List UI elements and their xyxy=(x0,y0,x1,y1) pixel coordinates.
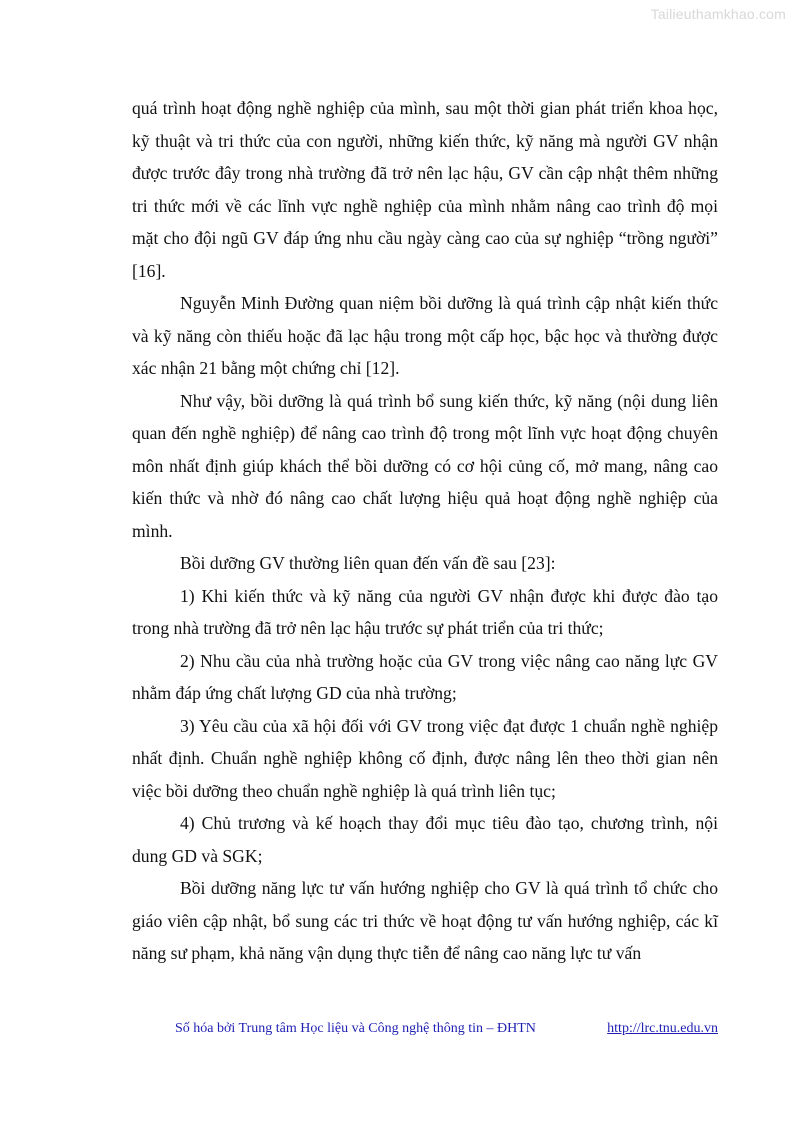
document-body xyxy=(132,92,718,970)
footer-link[interactable]: http://lrc.tnu.edu.vn xyxy=(607,1021,718,1036)
paragraph-definition: Nguyễn Minh Đường quan niệm bồi dưỡng là quá trình cập nhật kiến thức và kỹ năng còn thiếu hoặc đã lạc hậu trong một cấp học, bậc học và thường được xác nhận 21 bằng một chứng chỉ [12]. xyxy=(132,293,718,378)
list-item-1: 1) Khi kiến thức và kỹ năng của người GV nhận được khi được đào tạo trong nhà trường đã trở nên lạc hậu trước sự phát triển của tri thức; xyxy=(132,585,718,638)
list-item-2: 2) Nhu cầu của nhà trường hoặc của GV trong việc nâng cao năng lực GV nhằm đáp ứng chất lượng GD của nhà trường; xyxy=(132,650,718,703)
paragraph-summary: Như vậy, bồi dưỡng là quá trình bổ sung kiến thức, kỹ năng (nội dung liên quan đến nghề nghiệp) để nâng cao trình độ trong một lĩnh vực hoạt động chuyên môn nhất định giúp khách thể bồi dưỡng có cơ hội củng cố, mở mang, nâng cao kiến thức và nhờ đó nâng cao chất lượng hiệu quả hoạt động nghề nghiệp của mình. xyxy=(132,390,718,541)
footer-text: Số hóa bởi Trung tâm Học liệu và Công nghệ thông tin – ĐHTN xyxy=(175,1021,536,1036)
list-item-3: 3) Yêu cầu của xã hội đối với GV trong việc đạt được 1 chuẩn nghề nghiệp nhất định. Chuẩn nghề nghiệp không cố định, được nâng lên theo thời gian nên việc bồi dưỡng theo chuẩn nghề nghiệp là quá trình liên tục; xyxy=(132,715,718,801)
paragraph-conclusion: Bồi dưỡng năng lực tư vấn hướng nghiệp cho GV là quá trình tổ chức cho giáo viên cập nhật, bổ sung các tri thức về hoạt động tư vấn hướng nghiệp, các kĩ năng sư phạm, khả năng vận dụng thực tiễn để nâng cao năng lực tư vấn xyxy=(132,878,718,963)
watermark: Tailieuthamkhao.com xyxy=(650,6,786,22)
paragraph-list-intro: Bồi dưỡng GV thường liên quan đến vấn đề sau [23]: xyxy=(180,553,556,573)
list-item-4: 4) Chủ trương và kế hoạch thay đổi mục tiêu đào tạo, chương trình, nội dung GD và SGK; xyxy=(132,813,718,866)
paragraph-continuation: quá trình hoạt động nghề nghiệp của mình, sau một thời gian phát triển khoa học, kỹ thuật và tri thức của con người, những kiến thức, kỹ năng mà người GV nhận được trước đây trong nhà trường đã trở nên lạc hậu, GV cần cập nhật thêm những tri thức mới về các lĩnh vực nghề nghiệp của mình nhằm nâng cao trình độ mọi mặt cho đội ngũ GV đáp ứng nhu cầu ngày càng cao của sự nghiệp “trồng người” [16]. xyxy=(132,98,718,281)
page-footer xyxy=(175,1021,718,1037)
